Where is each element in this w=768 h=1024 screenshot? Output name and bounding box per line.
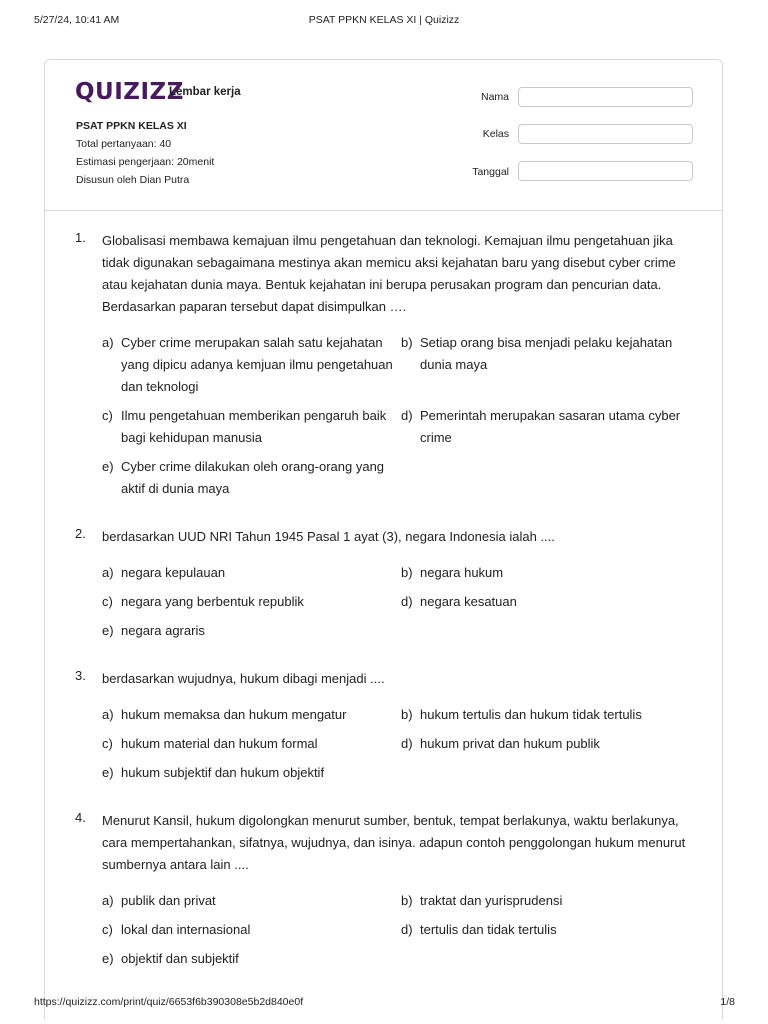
option-text: Ilmu pengetahuan memberikan pengaruh baik bagi kehidupan manusia <box>121 408 387 445</box>
answer-option <box>102 762 401 784</box>
option-text: lokal dan internasional <box>121 922 251 937</box>
name-field[interactable] <box>518 87 693 107</box>
option-text: negara kesatuan <box>420 594 517 609</box>
class-field[interactable] <box>518 124 693 144</box>
question-number: 4. <box>75 810 86 825</box>
question-number: 3. <box>75 668 86 683</box>
option-letter: e) <box>102 459 114 474</box>
question-text: Globalisasi membawa kemajuan ilmu pengetahuan dan teknologi. Kemajuan ilmu pengetahuan jika tidak digunakan sebagaimana mestinya akan memicu aksi kejahatan baru yang disebut cyber crime atau kejahatan dunia maya. Bentuk kejahatan ini berupa perusakan program dan pencurian data. Berdasarkan paparan tersebut dapat disimpulkan …. <box>102 233 676 314</box>
option-text: hukum tertulis dan hukum tidak tertulis <box>420 707 642 722</box>
option-letter: a) <box>102 335 114 350</box>
answer-option <box>401 733 700 755</box>
answer-option <box>102 620 401 642</box>
print-footer <box>0 996 768 1012</box>
quiz-title: PSAT PPKN KELAS XI <box>76 120 187 132</box>
worksheet-header <box>45 60 722 211</box>
answer-option <box>102 405 401 449</box>
quiz-author: Disusun oleh Dian Putra <box>76 174 190 186</box>
answer-options <box>102 704 695 784</box>
option-letter: e) <box>102 951 114 966</box>
print-title: PSAT PPKN KELAS XI | Quizizz <box>308 14 460 26</box>
option-letter: c) <box>102 736 113 751</box>
option-letter: d) <box>401 922 413 937</box>
option-letter: d) <box>401 594 413 609</box>
option-letter: c) <box>102 594 113 609</box>
option-text: Pemerintah merupakan sasaran utama cyber crime <box>420 408 681 445</box>
answer-option <box>102 562 401 584</box>
option-text: hukum memaksa dan hukum mengatur <box>121 707 347 722</box>
option-text: tertulis dan tidak tertulis <box>420 922 557 937</box>
option-text: hukum subjektif dan hukum objektif <box>121 765 325 780</box>
option-text: Setiap orang bisa menjadi pelaku kejahatan dunia maya <box>420 335 673 372</box>
option-text: negara yang berbentuk republik <box>121 594 304 609</box>
option-text: negara agraris <box>121 623 205 638</box>
option-text: objektif dan subjektif <box>121 951 239 966</box>
answer-options <box>102 562 695 642</box>
answer-option <box>401 591 700 613</box>
option-text: Cyber crime dilakukan oleh orang-orang yang aktif di dunia maya <box>121 459 385 496</box>
option-text: hukum material dan hukum formal <box>121 736 318 751</box>
total-questions: Total pertanyaan: 40 <box>76 138 172 150</box>
option-text: publik dan privat <box>121 893 216 908</box>
option-letter: b) <box>401 707 413 722</box>
estimated-time: Estimasi pengerjaan: 20menit <box>76 156 215 168</box>
name-label: Nama <box>480 91 509 103</box>
option-letter: d) <box>401 408 413 423</box>
option-letter: e) <box>102 765 114 780</box>
class-label: Kelas <box>482 128 509 140</box>
question-1 <box>75 230 695 500</box>
question-number: 1. <box>75 230 86 245</box>
option-letter: d) <box>401 736 413 751</box>
question-text: Menurut Kansil, hukum digolongkan menurut sumber, bentuk, tempat berlakunya, waktu berlakunya, cara mempertahankan, sifatnya, wujudnya, dan isinya. adapun contoh penggolongan hukum menurut sumbernya antara lain .... <box>102 813 686 872</box>
answer-option <box>401 562 700 584</box>
question-list <box>75 230 695 996</box>
option-letter: a) <box>102 893 114 908</box>
answer-option <box>102 591 401 613</box>
answer-option <box>102 733 401 755</box>
print-url: https://quizizz.com/print/quiz/6653f6b390308e5b2d840e0f <box>34 996 304 1008</box>
answer-options <box>102 332 695 500</box>
option-text: Cyber crime merupakan salah satu kejahatan yang dipicu adanya kemjuan ilmu pengetahuan dan teknologi <box>121 335 393 394</box>
option-letter: e) <box>102 623 114 638</box>
option-text: negara hukum <box>420 565 504 580</box>
option-letter: b) <box>401 335 413 350</box>
answer-option <box>401 405 700 449</box>
option-text: hukum privat dan hukum publik <box>420 736 600 751</box>
question-number: 2. <box>75 526 86 541</box>
answer-option <box>401 890 700 912</box>
answer-option <box>102 919 401 941</box>
page-number: 1/8 <box>720 996 735 1008</box>
question-text: berdasarkan wujudnya, hukum dibagi menjadi .... <box>102 671 385 686</box>
answer-option <box>102 890 401 912</box>
date-label: Tanggal <box>472 166 509 178</box>
question-2 <box>75 526 695 642</box>
answer-option <box>401 919 700 941</box>
answer-options <box>102 890 695 970</box>
worksheet-label: Lembar kerja <box>169 86 241 98</box>
option-text: negara kepulauan <box>121 565 226 580</box>
option-letter: a) <box>102 565 114 580</box>
option-letter: c) <box>102 922 113 937</box>
print-datetime: 5/27/24, 10:41 AM <box>34 14 120 26</box>
option-letter: b) <box>401 893 413 908</box>
option-letter: b) <box>401 565 413 580</box>
question-4 <box>75 810 695 970</box>
answer-option <box>102 332 401 398</box>
print-header <box>0 14 768 30</box>
date-field[interactable] <box>518 161 693 181</box>
option-letter: c) <box>102 408 113 423</box>
answer-option <box>102 948 401 970</box>
option-letter: a) <box>102 707 114 722</box>
answer-option <box>102 704 401 726</box>
quizizz-logo: QUIZIZZ <box>75 79 184 105</box>
question-3 <box>75 668 695 784</box>
answer-option <box>401 704 700 726</box>
answer-option <box>401 332 700 398</box>
answer-option <box>102 456 401 500</box>
option-text: traktat dan yurisprudensi <box>420 893 563 908</box>
question-text: berdasarkan UUD NRI Tahun 1945 Pasal 1 ayat (3), negara Indonesia ialah .... <box>102 529 555 544</box>
